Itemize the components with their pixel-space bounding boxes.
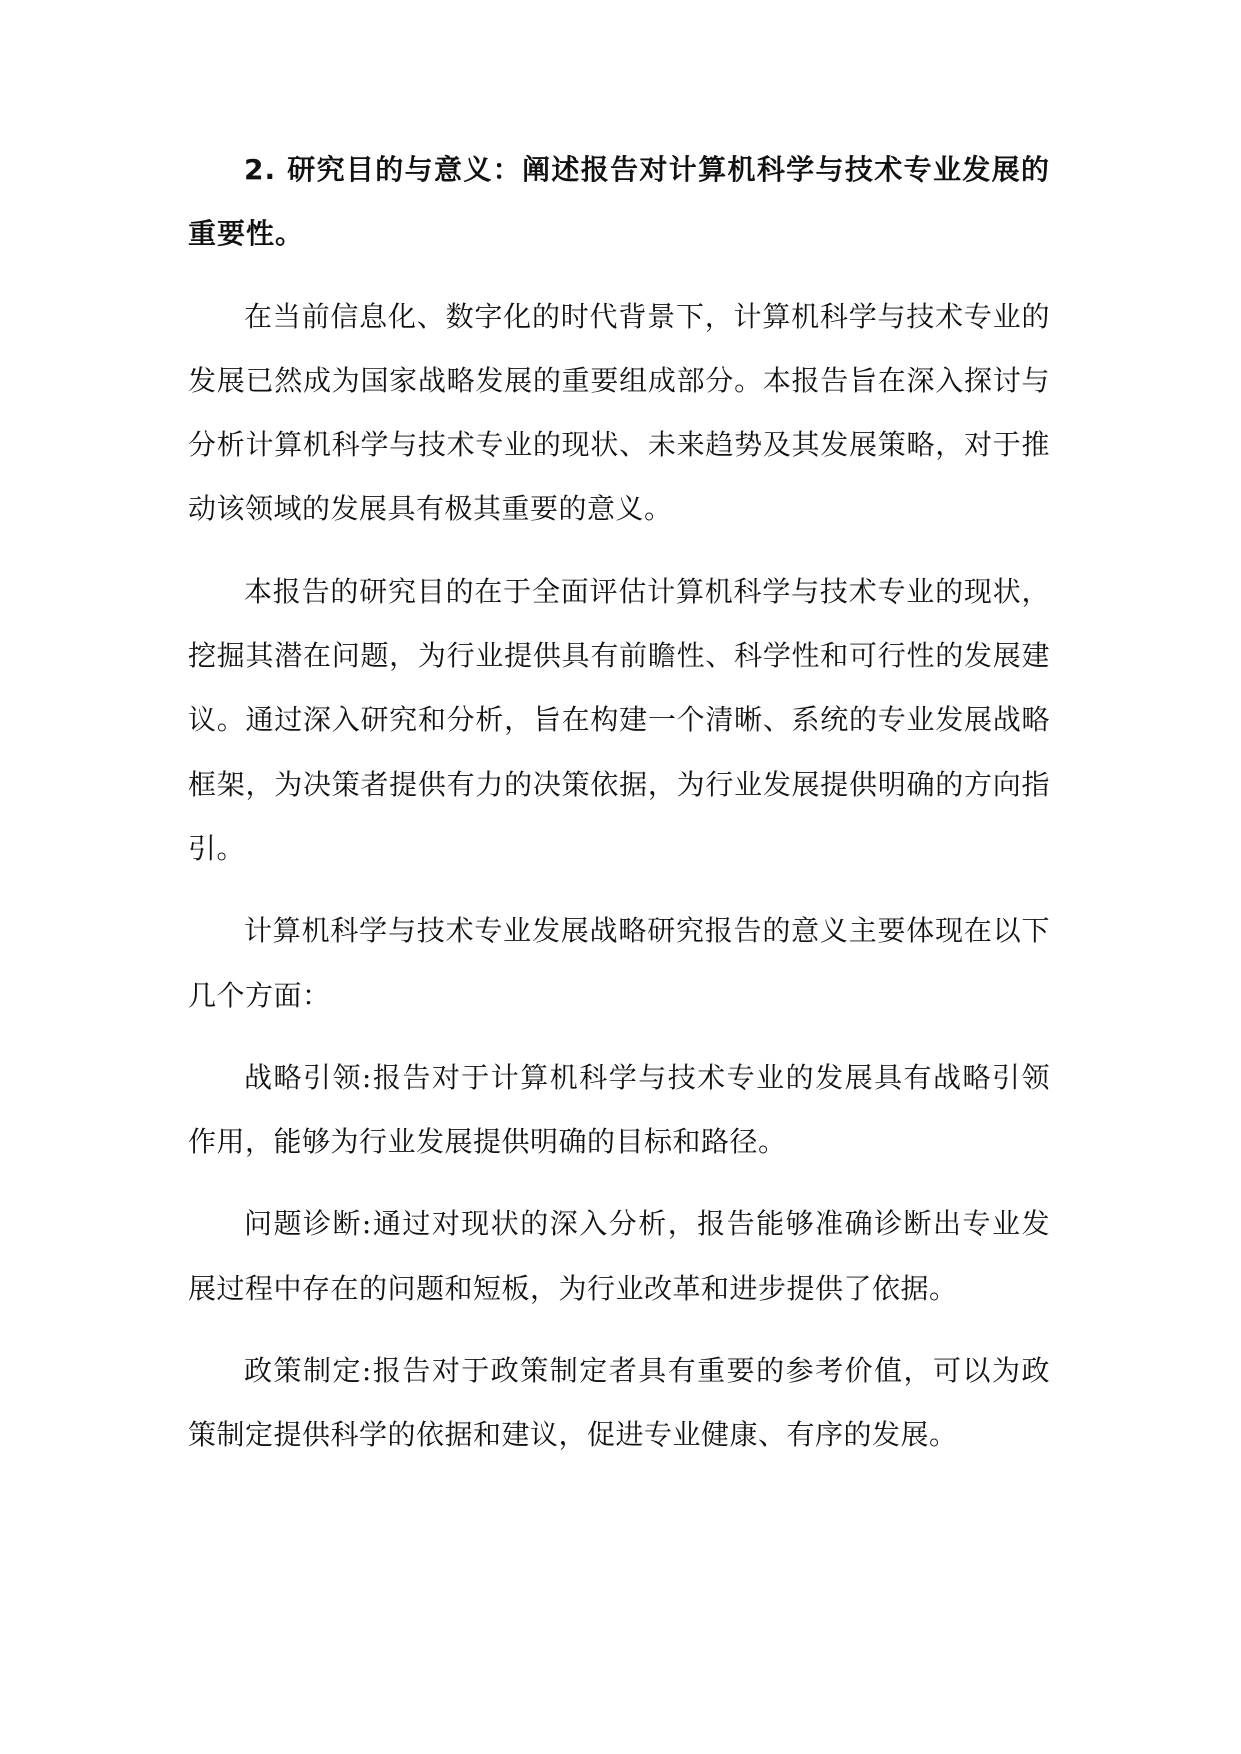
- paragraph-significance-intro: 计算机科学与技术专业发展战略研究报告的意义主要体现在以下几个方面：: [188, 914, 1050, 1012]
- point-policy-making: [188, 1339, 1050, 1468]
- point-text: 报告对于政策制定者具有重要的参考价值，可以为政策制定提供科学的依据和建议，促进专业健康、有序的发展。: [188, 1354, 1050, 1452]
- section-heading: 2. 研究目的与意义：阐述报告对计算机科学与技术专业发展的重要性。: [188, 153, 1050, 251]
- point-term: 政策制定:: [244, 1354, 372, 1388]
- point-term: 战略引领:: [244, 1060, 372, 1094]
- point-text: 报告对于计算机科学与技术专业的发展具有战略引领作用，能够为行业发展提供明确的目标和路径。: [188, 1060, 1050, 1159]
- point-text: 通过对现状的深入分析，报告能够准确诊断出专业发展过程中存在的问题和短板，为行业改革和进步提供了依据。: [188, 1207, 1050, 1305]
- point-strategic-guidance: [188, 1046, 1050, 1175]
- point-problem-diagnosis: [188, 1192, 1050, 1321]
- document-body: [188, 138, 1050, 1486]
- paragraph-background: 在当前信息化、数字化的时代背景下，计算机科学与技术专业的发展已然成为国家战略发展的重要组成部分。本报告旨在深入探讨与分析计算机科学与技术专业的现状、未来趋势及其发展策略，对于推动该领域的发展具有极其重要的意义。: [188, 299, 1050, 526]
- point-term: 问题诊断:: [244, 1207, 372, 1241]
- paragraph-purpose: 本报告的研究目的在于全面评估计算机科学与技术专业的现状，挖掘其潜在问题，为行业提供具有前瞻性、科学性和可行性的发展建议。通过深入研究和分析，旨在构建一个清晰、系统的专业发展战略框架，为决策者提供有力的决策依据，为行业发展提供明确的方向指引。: [188, 574, 1050, 865]
